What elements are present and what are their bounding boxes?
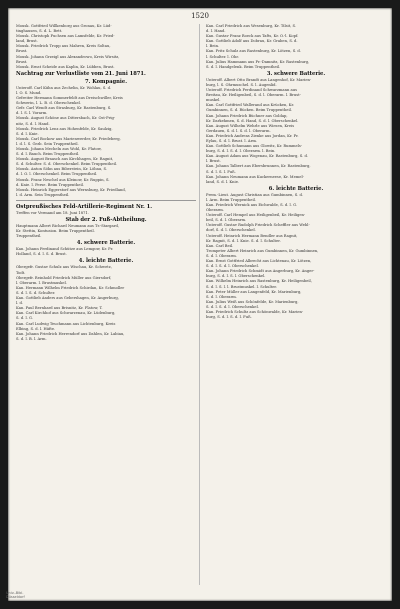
text-line: S. d. l. G. <box>16 316 33 321</box>
text-line: Holland, S. d. l. S. d. Brust. <box>16 252 67 257</box>
left-column <box>16 24 196 585</box>
text-line: Kan. Ernst Gottfried Albrecht aus Lichtenau, Kr. Lötzen, <box>206 259 312 264</box>
text-line: Truppentheil. <box>16 234 42 239</box>
text-line: S. d. l. S. d. Schulter. <box>16 290 56 295</box>
page-number: 1520 <box>191 12 209 20</box>
text-line: l. d. l. S. Grzb. Sein Truppentheil. <box>16 141 79 146</box>
text-line: Mousk. Friedrich Lenz aus Hohenfelde, Kr. Saulzig, <box>16 126 113 131</box>
text-line: land, Brust. <box>16 39 38 44</box>
text-line: Kan. August Adam aus Wogenau, Kr. Rastenburg, S. d. <box>206 154 309 159</box>
text-line: Mousk. Heinrich Eggerstorf aus Wernsburg, Kr. Friedland, <box>16 187 126 192</box>
text-line: Trompeter Albert Heinrich aus Gumbinnen, Kr. Gumbinnen, <box>206 248 319 253</box>
text-line: Prem.-Lieut. August Christian aus Gumbinnen, S. d. <box>206 192 304 197</box>
text-line: Kan. Johann Neumann aus Kuckerneese, Kr. Memel- <box>206 174 304 179</box>
text-line: Kan. Gottlieb Anders aus Gebershagen, Kr. Angerburg, <box>16 296 119 301</box>
text-line: burg, S. d. l. S. d. l. Fuß. <box>206 315 252 320</box>
text-line: nitz, S. d. l. Hand. <box>16 121 50 126</box>
text-line: S. d. Schulter. S. d. Oberschenkel. Beim Truppentheil. <box>16 162 118 167</box>
text-line: S. d. l. Oberarm. <box>206 294 237 299</box>
text-line: Mousk. Johann Grzeigl aus Alexandrowo, Kreis Wirsitz, <box>16 54 120 59</box>
text-line: muskel. <box>206 98 221 103</box>
section-heading: 6. leichte Batterie. <box>268 185 324 192</box>
text-line: Kan. Gustav Franz Roeck aus Tafts, Kr. O.-l. Kopf. <box>206 34 299 39</box>
text-line: Kan. Carl Beil. <box>206 243 234 248</box>
text-line: Schwerin, l. L. B. d. Oberschenkel. <box>16 101 82 106</box>
text-line: Kan. Gottlieb Schumann aus Glowitz, Kr. Rummels- <box>206 144 303 149</box>
text-line: Gefr. Carl Wendt aus Strasburg, Kr. Rastenburg, S. <box>16 106 112 111</box>
text-line: Kan. Johann Talbert aus Ebersbrunnen, Kr. Rastenburg, <box>206 164 311 169</box>
text-line: Kan. Hermann Wilhelm Friedrich Schirdan, Kr. Schmoller <box>16 285 125 290</box>
text-line: Kan. Johann Friedrich Schmidt aus Angerburg, Kr. Anger- <box>206 269 315 274</box>
text-line: Kan. Carl Gottfried Wallerand aus Krücken, Kr. <box>206 103 295 108</box>
text-line: Kan. Carl Kirchhof aus Schwarzenau, Kr. Lüdenburg, <box>16 311 116 316</box>
text-line: d. l. O. l. Oberschenkel. Beim Truppentheil. <box>16 172 98 177</box>
right-column <box>206 24 386 585</box>
text-line: Kr. Ragnit, S. d. l. Knie. S. d. l. Schulter. <box>206 238 281 243</box>
text-line: Unteroff. Friedrich Ferdinand Schwarzmann aus <box>206 88 297 93</box>
text-line: l. d. <box>16 301 24 306</box>
text-line: l. O. S. Mund. <box>16 90 42 95</box>
section-heading: 7. Kompagnie. <box>84 78 128 85</box>
text-line: burg, S. d. l. S. d. l. Oberarm. l. Bein. <box>206 149 276 154</box>
text-line: dorf, S. d. l. Oberschenkel. <box>206 228 256 233</box>
document-page <box>8 8 392 601</box>
text-line: Mousk. Anton Söhn aus Biberstein, Kr. Löbau, S. <box>16 167 108 172</box>
text-line: Kan. Johann Ferdinand Schütze aus Lemgow, Kr. Pr. <box>16 247 114 252</box>
text-line: tinghausen, S. d. L. Bett. <box>16 29 63 34</box>
section-heading: 3. schwere Batterie. <box>266 70 326 77</box>
text-line: beil, S. d. l. Oberarm. <box>206 218 247 223</box>
section-heading: 4. schwere Batterie. <box>76 240 136 247</box>
text-line: S. d. l. Handgelenk. Beim Truppentheil. <box>206 64 281 69</box>
text-line: Kan. Johann Friedrich Herrendorf aus Dahlen, Kr. Labiau, <box>16 331 125 336</box>
text-line: Gefreiter Hermann Sommerfeldt aus Dreischwiller, Kreis <box>16 96 123 101</box>
text-line: S. d. l. S. d. l. Oberschenkel. <box>206 264 259 269</box>
text-line: Elbing, S. d. l. Hüfte. <box>16 326 56 331</box>
text-line: Eylau, S. d. l. Brust. l. Arm. <box>206 138 258 143</box>
text-line: l. d. Arm. Sein Truppentheil. <box>16 192 70 197</box>
text-line: Kan. August Wilhelm Wehrle aus Wiesen, Kreis <box>206 123 295 128</box>
text-line: S. d. l. B. l. Arm. <box>16 336 47 341</box>
text-line: Kan. Fritz Schulz aus Rastenburg, Kr. Lötzen, S. d. <box>206 49 301 54</box>
text-line: Obergefr. Gustav Schulz aus Wischau, Kr. Schwetz, <box>16 265 112 270</box>
text-line: S. d. l. S. l. Fuß. <box>206 169 236 174</box>
text-line: Kan. Wilhelm Heinrich aus Rastenburg, Kr. Heiligenbeil, <box>206 279 312 284</box>
text-line: S. d. l. Bauch. Beim Truppentheil. <box>16 152 80 157</box>
text-line: Kan. Peter Müller aus Langenfeld, Kr. Marienburg, <box>206 289 302 294</box>
text-line: land, S. d. l. Knie. <box>206 179 240 184</box>
text-line: l. Bein. <box>206 44 220 49</box>
text-line: Kan. Friedrich Wernick aus Eichwalde, S. d. l. G. <box>206 203 298 207</box>
text-line: Mousk. Christoph Fuchsen aus Lamsfelde, Kr. Fried- <box>16 34 115 39</box>
text-line: Kan. Gottlieb Adolf aus Dobrau, Kr. Graben, S. d. <box>206 39 298 44</box>
text-line: Oberarm. <box>206 208 224 213</box>
section-heading: Stab der 2. Fuß-Abtheilung. <box>65 217 147 223</box>
text-line: Kan. Julius Hammann aus Pr.-Damnitz, Kr. Rastenburg, <box>206 59 310 64</box>
text-line: Kan. Friedrich Schultz aus Schönwalde, Kr. Marien- <box>206 309 304 314</box>
text-line: Obergefr. Reinhold Friedrich Müller aus Giersdorf, <box>16 275 112 280</box>
section-heading: 4. leichte Batterie. <box>78 258 134 265</box>
text-line: Todt. <box>16 270 26 275</box>
text-line: Breitau, Kr. Heiligenbeil, S. d. l. Oberarm. l. Brust- <box>206 93 301 98</box>
text-line: Kr. Darkehmen, S. d. Hand, S. d. l. Oberschenkel. <box>206 118 299 123</box>
text-line: Gumbinnen, S. d. Rücken. Beim Truppentheil. <box>206 108 292 113</box>
text-line: Mousk. August Schöne aus Dittersbach, Kr. Ost-Prig- <box>16 116 116 121</box>
text-line: S. d. l. S. d. l. Oberschenkel. <box>206 304 259 309</box>
text-line: d. l. S. l. Vorarm. <box>16 111 48 116</box>
text-line: l. Arm. Beim Truppentheil. <box>206 197 256 202</box>
column-divider <box>199 24 200 585</box>
text-line: Mousk. Johann Mecheln aus Wohl, Kr. Flatow, <box>16 146 102 151</box>
text-line: burg, l. S. Ohrmuschel. S. l. Augenlid. <box>206 82 277 87</box>
text-line: S. d. l. Oberarm. <box>206 253 237 258</box>
text-line: Mousk. Carl Bockow aus Marienwerder, Kr. Friedeberg, <box>16 136 121 141</box>
section-heading: Nachtrag zur Verlustliste vom 21. Juni 1871. <box>16 70 146 77</box>
text-line: Kan. Friedrich Andreas Zienke aus Jordan, Kr. Pr. <box>206 133 299 138</box>
text-line: Mousk. Gottfried Willkenborg aus Gronau, Kr. Lüd- <box>16 24 112 28</box>
text-line: Kan. Julius Weiß aus Schönfelde, Kr. Marienburg, <box>206 299 299 304</box>
text-line: Unteroff. Heinrich Hermann Bendler aus Ragnit, <box>206 233 298 238</box>
text-line: l. Schulter. l. Ohr. <box>206 54 239 59</box>
text-line: Brust. <box>16 59 28 64</box>
text-line: Hauptmann Albert Richard Neumann aus Tr.-Stargard, <box>16 224 120 228</box>
text-line: Treffen vor Vermand am 18. Juni 1871. <box>16 210 89 215</box>
text-line: Unteroff. Carl Kühn aus Zechelin, Kr. Wohlau, S. d. <box>16 85 112 90</box>
text-line: Kan. Carl Ludwig Teuchmann aus Lichtenburg, Kreis <box>16 321 116 326</box>
text-line: Gerdauen, S. d. l. S. d. l. Oberarm. <box>206 128 271 133</box>
section-rule <box>16 200 196 201</box>
text-line: Unteroff. Carl Hempel aus Heiligenbeil, Kr. Heiligen- <box>206 213 306 218</box>
text-line: Mousk. August Braasch aus Kirchhagen, Kr. Ragnit, <box>16 157 114 162</box>
text-line: l. Oberarm. l. Brustmuskel. <box>16 280 67 285</box>
text-line: Mousk. Franz Neschel aus Kleinow, Kr. Ruppin, S. <box>16 177 110 182</box>
library-stamp <box>6 591 25 599</box>
text-line: S. d. l. S. l. l. Brustmuskel. l. Schulter. <box>206 284 277 289</box>
section-heading: Ostpreußisches Feld-Artillerie-Regiment Nr. 1. <box>16 203 153 210</box>
text-line: Brust. <box>16 49 28 54</box>
text-line: l. Brust. <box>206 159 221 164</box>
text-line: Unteroff. Albert Otto Brandt aus Langenhof, Kr. Marien- <box>206 77 312 82</box>
text-line: d. Knie. l. Ferse. Beim Truppentheil. <box>16 182 84 187</box>
text-line: Kr. Stettin, Kontusion. Beim Truppentheil. <box>16 229 95 234</box>
stamp-line: Düsseldorf <box>6 595 25 599</box>
text-line: Mousk. Ernst Scheide aus Kaplin, Kr. Lübben, Brust. <box>16 64 115 69</box>
text-line: S. d. l. Knie. <box>16 131 39 136</box>
stamp-line: Univ.-Bibl. <box>6 591 24 595</box>
text-line: burg, S. d. l. S. l. Oberschenkel. <box>206 274 266 279</box>
text-line: Unteroff. Gustav Rudolph Friedrich Scheffler aus Wehl- <box>206 223 310 228</box>
text-line: Mousk. Friedrich Tropp aus Mahren, Kreis Soltau, <box>16 44 111 49</box>
text-line: Kan. Johann Friedrich Büchner aus Goldap, <box>206 113 288 118</box>
text-line: Kan. Carl Friedrich aus Wesenburg, Kr. Tilsit, S. <box>206 24 297 28</box>
text-line: d. l. Hand. <box>206 29 226 34</box>
text-line: Kan. Paul Bernhard aus Brisnitz, Kr. Flatow, T. <box>16 306 103 311</box>
